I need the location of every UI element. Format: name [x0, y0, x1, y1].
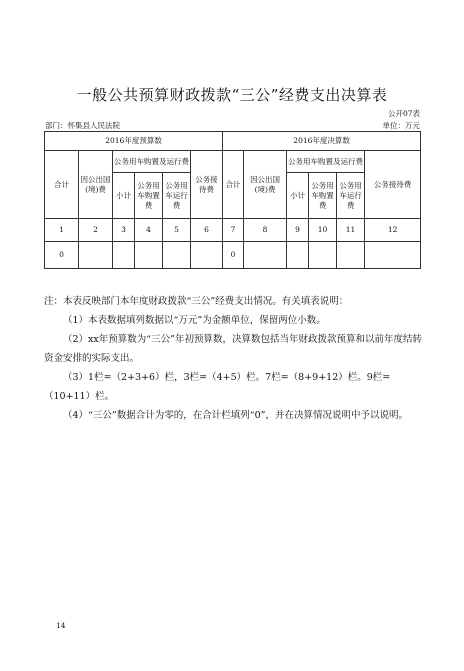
- unit-label: 单位：万元: [382, 121, 420, 130]
- final-abroad-header: 因公出国(境)费: [244, 151, 287, 219]
- three-public-expenses-table: [44, 131, 421, 269]
- final-group-header: 2016年度决算数: [223, 132, 421, 151]
- table-row: [45, 242, 421, 269]
- column-number-row: [45, 219, 421, 242]
- notes-section: [44, 292, 424, 425]
- column-number: 12: [365, 219, 421, 242]
- notes-intro: 注：本表反映部门本年度财政拨款“三公”经费支出情况。有关填表说明：: [44, 296, 349, 307]
- column-number: 11: [337, 219, 365, 242]
- column-number: 6: [191, 219, 223, 242]
- form-code: 公开07表: [387, 109, 420, 118]
- note-item: （1）本表数据填列数据以“万元”为金额单位，保留两位小数。: [63, 315, 326, 326]
- final-vehicle-group-header: 公务用车购置及运行费: [287, 151, 365, 173]
- table-cell: [191, 242, 223, 269]
- budget-reception-header: 公务接待费: [191, 151, 223, 219]
- budget-group-header: 2016年度预算数: [45, 132, 223, 151]
- final-vehicle-operation-header: 公务用车运行费: [337, 173, 365, 219]
- note-item: （2）xx年预算数为“三公”年初预算数，决算数包括当年财政拨款预算和以前年度结转资金安排的实际支出。: [44, 334, 422, 364]
- column-number: 8: [244, 219, 287, 242]
- budget-total-header: 合计: [45, 151, 79, 219]
- table-cell: [365, 242, 421, 269]
- column-number: 3: [113, 219, 135, 242]
- column-number: 5: [163, 219, 191, 242]
- department-label: 部门：怀集县人民法院: [45, 121, 120, 130]
- table-cell: [244, 242, 287, 269]
- budget-vehicle-purchase-header: 公务用车购置费: [135, 173, 163, 219]
- page-title: 一般公共预算财政拨款“三公”经费支出决算表: [76, 86, 388, 104]
- note-item: （3）1栏=（2+3+6）栏，3栏=（4+5）栏。7栏=（8+9+12）栏。9栏=（10+11）栏。: [44, 372, 391, 402]
- column-number: 9: [287, 219, 309, 242]
- final-total-header: 合计: [223, 151, 244, 219]
- budget-vehicle-group-header: 公务用车购置及运行费: [113, 151, 191, 173]
- final-reception-header: 公务接待费: [365, 151, 421, 219]
- budget-abroad-header: 因公出国(境)费: [79, 151, 113, 219]
- budget-vehicle-operation-header: 公务用车运行费: [163, 173, 191, 219]
- column-number: 7: [223, 219, 244, 242]
- page-number: 14: [56, 621, 66, 630]
- final-vehicle-subtotal-header: 小计: [287, 173, 309, 219]
- table-cell: 0: [45, 242, 79, 269]
- table-cell: [163, 242, 191, 269]
- column-number: 4: [135, 219, 163, 242]
- table-cell: [79, 242, 113, 269]
- table-cell: [309, 242, 337, 269]
- table-cell: [287, 242, 309, 269]
- table-cell: 0: [223, 242, 244, 269]
- note-item: （4）“三公”数据合计为零的，在合计栏填列“0”，并在决算情况说明中予以说明。: [63, 410, 409, 421]
- column-number: 1: [45, 219, 79, 242]
- final-vehicle-purchase-header: 公务用车购置费: [309, 173, 337, 219]
- table-cell: [135, 242, 163, 269]
- column-number: 10: [309, 219, 337, 242]
- budget-vehicle-subtotal-header: 小计: [113, 173, 135, 219]
- table-cell: [337, 242, 365, 269]
- table-cell: [113, 242, 135, 269]
- column-number: 2: [79, 219, 113, 242]
